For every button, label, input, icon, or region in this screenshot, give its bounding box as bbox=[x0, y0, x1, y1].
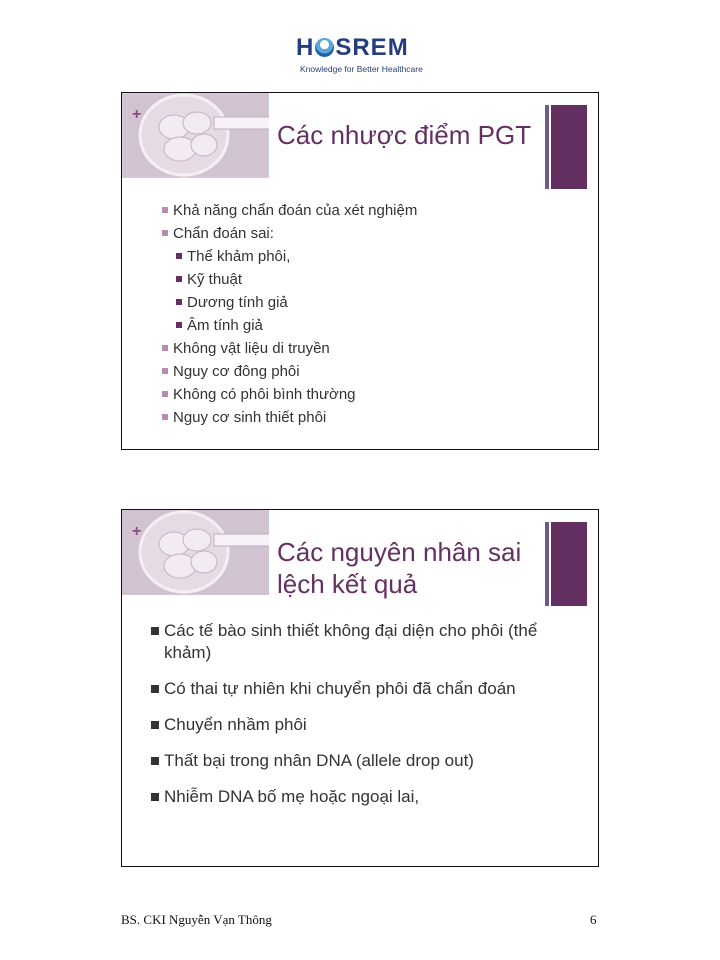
list-item bbox=[162, 406, 417, 429]
embryo-illustration bbox=[122, 510, 269, 595]
bullet-text: Nguy cơ đông phôi bbox=[173, 363, 300, 380]
bullet-text: Không vật liệu di truyền bbox=[173, 340, 330, 357]
bullet-text: Thể khảm phôi, bbox=[187, 248, 291, 265]
page-number: 6 bbox=[590, 912, 597, 927]
bullet-text: Có thai tự nhiên khi chuyển phôi đã chẩn đoán bbox=[164, 679, 516, 698]
bullet-square-icon bbox=[151, 627, 159, 635]
bullet-square-icon bbox=[162, 368, 168, 374]
bullet-text: Chẩn đoán sai: bbox=[173, 225, 274, 242]
bullet-square-icon bbox=[162, 230, 168, 236]
list-item bbox=[162, 222, 417, 245]
bullet-list bbox=[151, 620, 571, 822]
bullet-text: Các tế bào sinh thiết không đại diện cho phôi (thể khảm) bbox=[164, 621, 538, 662]
list-item bbox=[162, 337, 417, 360]
bullet-square-icon bbox=[151, 685, 159, 693]
accent-bar-thick bbox=[551, 105, 587, 189]
list-item bbox=[151, 786, 571, 808]
bullet-text: Âm tính giả bbox=[187, 317, 263, 334]
logo-letter-h: H bbox=[296, 34, 315, 61]
list-item bbox=[162, 314, 417, 337]
accent-bar-thin bbox=[545, 522, 549, 606]
list-item bbox=[162, 245, 417, 268]
list-item bbox=[151, 678, 571, 700]
bullet-list bbox=[162, 199, 417, 429]
plus-icon: + bbox=[132, 106, 142, 123]
bullet-square-icon bbox=[176, 299, 182, 305]
embryo-illustration bbox=[122, 93, 269, 178]
logo-letters-srem: SREM bbox=[335, 34, 409, 61]
logo-tagline: Knowledge for Better Healthcare bbox=[300, 64, 423, 74]
bullet-text: Không có phôi bình thường bbox=[173, 386, 356, 403]
plus-icon: + bbox=[132, 523, 142, 540]
list-item bbox=[162, 199, 417, 222]
bullet-square-icon bbox=[176, 253, 182, 259]
bullet-text: Dương tính giả bbox=[187, 294, 288, 311]
bullet-text: Chuyển nhầm phôi bbox=[164, 715, 307, 734]
slide-1 bbox=[121, 92, 599, 450]
bullet-square-icon bbox=[162, 391, 168, 397]
accent-bar-thin bbox=[545, 105, 549, 189]
hosrem-logo bbox=[296, 36, 426, 76]
accent-bar-thick bbox=[551, 522, 587, 606]
list-item bbox=[151, 620, 571, 664]
bullet-square-icon bbox=[162, 207, 168, 213]
bullet-text: Kỹ thuật bbox=[187, 271, 243, 288]
list-item bbox=[162, 268, 417, 291]
bullet-square-icon bbox=[162, 345, 168, 351]
bullet-text: Thất bại trong nhân DNA (allele drop out) bbox=[164, 751, 474, 770]
bullet-square-icon bbox=[176, 322, 182, 328]
bullet-square-icon bbox=[151, 721, 159, 729]
bullet-square-icon bbox=[176, 276, 182, 282]
list-item bbox=[162, 383, 417, 406]
bullet-text: Nguy cơ sinh thiết phôi bbox=[173, 409, 327, 426]
embryo-biopsy-image bbox=[122, 93, 269, 178]
list-item bbox=[151, 714, 571, 736]
bullet-square-icon bbox=[162, 414, 168, 420]
bullet-square-icon bbox=[151, 757, 159, 765]
list-item bbox=[162, 360, 417, 383]
slide-title: Các nhược điểm PGT bbox=[277, 120, 532, 150]
globe-icon bbox=[315, 38, 334, 57]
logo-wordmark bbox=[296, 36, 409, 60]
bullet-text: Nhiễm DNA bố mẹ hoặc ngoại lai, bbox=[164, 787, 420, 806]
slide-2 bbox=[121, 509, 599, 867]
list-item bbox=[151, 750, 571, 772]
bullet-text: Khả năng chẩn đoán của xét nghiệm bbox=[173, 202, 418, 219]
footer-author: BS. CKI Nguyễn Vạn Thông bbox=[121, 912, 272, 927]
embryo-biopsy-image bbox=[122, 510, 269, 595]
bullet-square-icon bbox=[151, 793, 159, 801]
list-item bbox=[162, 291, 417, 314]
slide-title: Các nguyên nhân sai lệch kết quả bbox=[277, 537, 522, 599]
